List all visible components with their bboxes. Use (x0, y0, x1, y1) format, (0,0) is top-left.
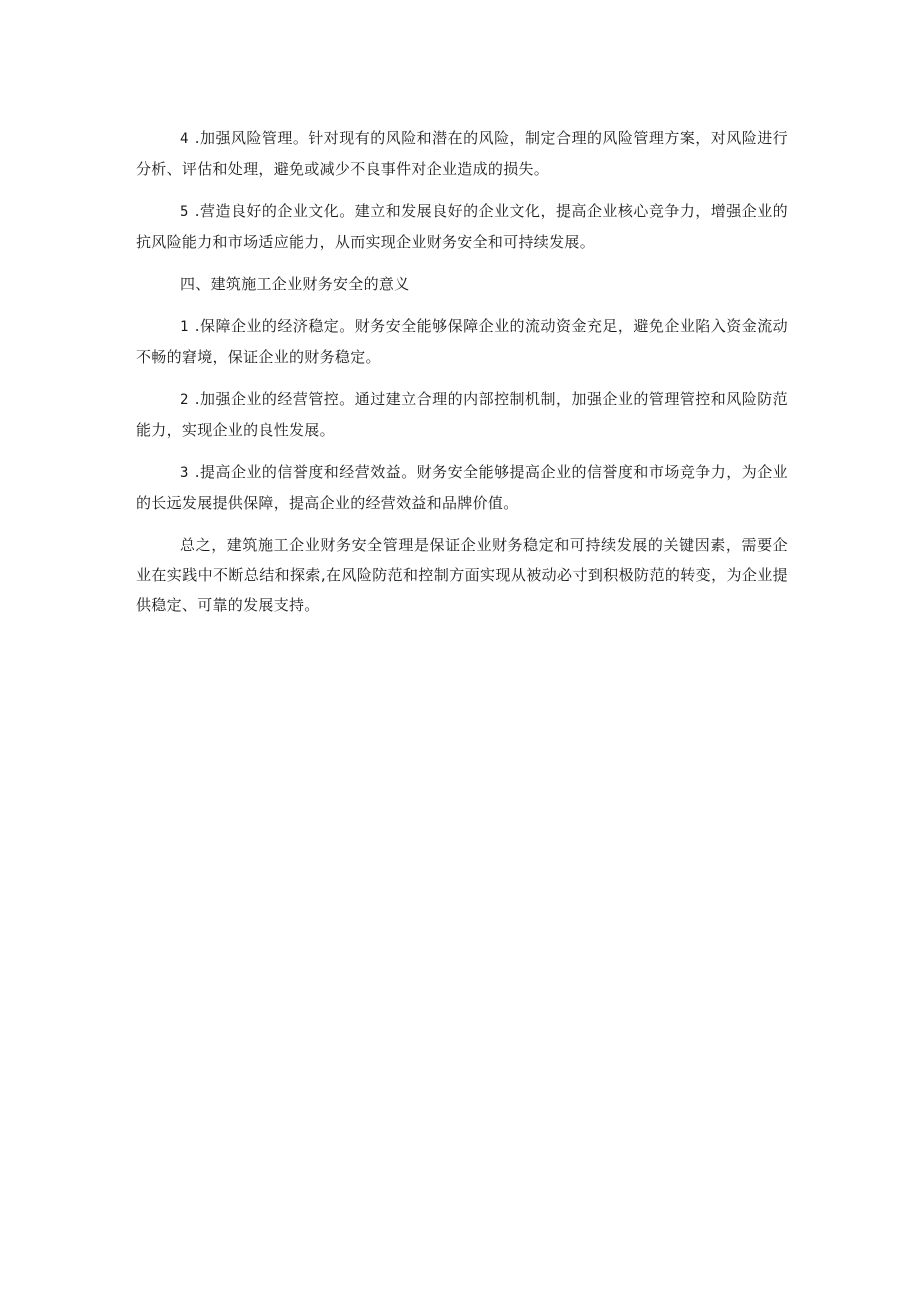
item-number: 2 (180, 392, 189, 408)
item-text: .营造良好的企业文化。建立和发展良好的企业文化，提高企业核心竞争力，增强企业的抗风险能力和市场适应能力，从而实现企业财务安全和可持续发展。 (136, 202, 788, 251)
item-number: 1 (180, 319, 189, 335)
item-text: .加强企业的经营管控。通过建立合理的内部控制机制，加强企业的管理管控和风险防范能力，实现企业的良性发展。 (136, 390, 788, 439)
item-text: .加强风险管理。针对现有的风险和潜在的风险，制定合理的风险管理方案，对风险进行分析、评估和处理，避免或减少不良事件对企业造成的损失。 (136, 129, 788, 178)
item-text: .保障企业的经济稳定。财务安全能够保障企业的流动资金充足，避免企业陷入资金流动不畅的窘境，保证企业的财务稳定。 (136, 317, 788, 366)
document-body (136, 123, 788, 632)
item-text: .提高企业的信誉度和经营效益。财务安全能够提高企业的信誉度和市场竞争力，为企业的长远发展提供保障，提高企业的经营效益和品牌价值。 (136, 463, 788, 512)
paragraph-item-5 (136, 196, 788, 257)
paragraph-significance-2 (136, 384, 788, 445)
paragraph-conclusion: 总之，建筑施工企业财务安全管理是保证企业财务稳定和可持续发展的关键因素，需要企业在实践中不断总结和探索,在风险防范和控制方面实现从被动必寸到积极防范的转变，为企业提供稳定、可靠的发展支持。 (136, 536, 788, 614)
item-number: 3 (180, 465, 189, 481)
paragraph-significance-3 (136, 457, 788, 518)
paragraph-item-4 (136, 123, 788, 184)
section-heading: 四、建筑施工企业财务安全的意义 (180, 275, 410, 293)
item-number: 5 (180, 204, 189, 220)
paragraph-significance-1 (136, 311, 788, 372)
item-number: 4 (180, 131, 189, 147)
